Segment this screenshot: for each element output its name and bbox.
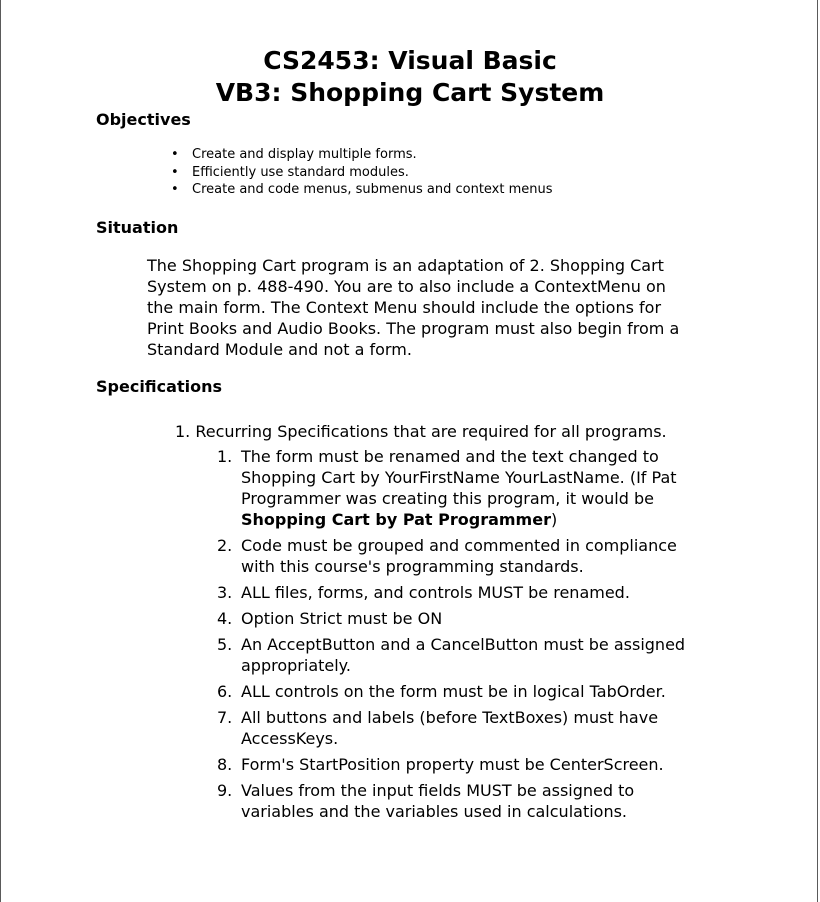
spec-item-bold-text: Shopping Cart by Pat Programmer — [241, 510, 551, 529]
spec-item-text-end: ) — [550, 510, 558, 529]
spec-item-number: 2. — [217, 536, 233, 555]
spec-item-text: All buttons and labels (before TextBoxes) must have AccessKeys. — [241, 708, 659, 748]
spec-item — [217, 754, 687, 775]
spec-item-number: 4. — [217, 609, 233, 628]
spec-item — [217, 535, 687, 577]
spec-item-number: 7. — [217, 708, 233, 727]
spec-item-text: ALL controls on the form must be in logical TabOrder. — [241, 682, 666, 701]
objective-item: • Create and code menus, submenus and context menus — [171, 181, 553, 199]
spec-item-text: ALL files, forms, and controls MUST be renamed. — [241, 583, 630, 602]
spec-item-text: Values from the input fields MUST be assigned to variables and the variables used in calculations. — [241, 781, 635, 821]
spec-item-number: 8. — [217, 755, 233, 774]
spec-item — [217, 608, 687, 629]
spec-level1-number: 1. — [175, 422, 191, 441]
spec-item-text: An AcceptButton and a CancelButton must be assigned appropriately. — [241, 635, 686, 675]
objective-item: • Create and display multiple forms. — [171, 146, 553, 164]
objectives-list — [171, 146, 553, 199]
spec-item — [217, 707, 687, 749]
objectives-heading: Objectives — [96, 110, 191, 129]
spec-item — [217, 780, 687, 822]
spec-item — [217, 634, 687, 676]
spec-level1-item — [175, 421, 667, 442]
spec-item-number: 9. — [217, 781, 233, 800]
specifications-list — [217, 446, 687, 827]
situation-paragraph: The Shopping Cart program is an adaptation of 2. Shopping Cart System on p. 488-490. You are to also include a ContextMenu on the main form. The Context Menu should include the options for Print Books and Audio Books. The program must also begin from a Standard Module and not a form. — [147, 256, 680, 359]
document-subtitle: VB3: Shopping Cart System — [215, 78, 605, 107]
situation-heading: Situation — [96, 218, 179, 237]
spec-item-number: 5. — [217, 635, 233, 654]
spec-item-number: 1. — [217, 447, 233, 466]
spec-item-text: Code must be grouped and commented in compliance with this course's programming standards. — [241, 536, 677, 576]
spec-level1-text: Recurring Specifications that are required for all programs. — [195, 422, 667, 441]
spec-item — [217, 582, 687, 603]
spec-item-text: Form's StartPosition property must be CenterScreen. — [241, 755, 664, 774]
spec-item-text: Option Strict must be ON — [241, 609, 443, 628]
objective-item: • Efficiently use standard modules. — [171, 164, 553, 182]
document-title: CS2453: Visual Basic — [263, 46, 557, 75]
spec-item — [217, 681, 687, 702]
spec-item-number: 6. — [217, 682, 233, 701]
spec-item — [217, 446, 687, 530]
spec-item-text: The form must be renamed and the text changed to Shopping Cart by YourFirstName YourLastName. (If Pat Programmer was creating this program, it would be — [241, 447, 677, 508]
specifications-heading: Specifications — [96, 377, 222, 396]
spec-item-number: 3. — [217, 583, 233, 602]
